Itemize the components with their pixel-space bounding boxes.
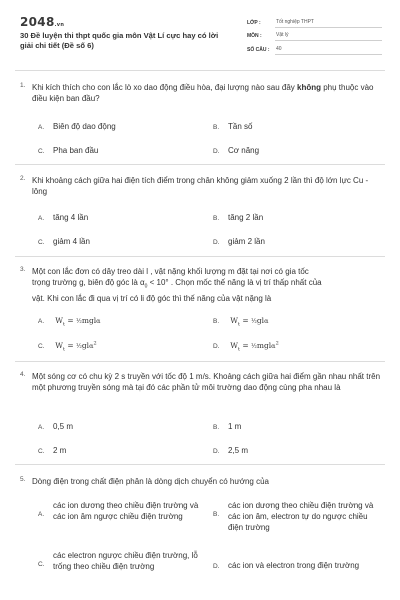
meta-count-value: 40 xyxy=(275,46,382,55)
option-d[interactable]: D. $W_t$ = ½mglα$^2$ xyxy=(213,340,279,352)
question-number: 4. xyxy=(20,371,26,378)
meta-class-row xyxy=(247,14,382,28)
document-title: 30 Đề luyện thi thpt quốc gia môn Vật Lí cực hay có lời giải chi tiết (Đề số 6) xyxy=(20,31,219,50)
question-number: 5. xyxy=(20,476,26,483)
site-logo[interactable] xyxy=(20,15,64,29)
option-a[interactable]: A. 0,5 m xyxy=(38,422,74,431)
question-text: Khi kích thích cho con lắc lò xo dao động điều hòa, đại lượng nào sau đây không phụ thuộc vào điều kiện ban đầu? xyxy=(32,83,374,103)
question-divider xyxy=(15,256,385,257)
formula-b: $W_t$ = ½glα xyxy=(230,316,269,328)
option-c[interactable]: C. $W_t$ = ½glα$^2$ xyxy=(38,340,97,352)
header-divider xyxy=(15,70,385,71)
formula-c: $W_t$ = ½glα$^2$ xyxy=(55,340,97,352)
option-c[interactable]: C. giảm 4 lần xyxy=(38,237,90,246)
question-number: 2. xyxy=(20,175,26,182)
question-text: Một sóng cơ có chu kỳ 2 s truyền với tốc độ 1 m/s. Khoảng cách giữa hai điểm gần nhau nhất trên một phương truyền sóng mà tại đó các phần tử môi trường dao động cùng pha nhau là xyxy=(32,372,381,392)
document-meta xyxy=(247,14,382,55)
option-a[interactable]: A. Biên độ dao động xyxy=(38,122,116,131)
question-text: Dòng điện trong chất điện phân là dòng dịch chuyển có hướng của xyxy=(32,477,269,486)
option-b[interactable]: B. các ion dương theo chiều điện trường và các ion âm, electron tự do ngược chiều điện trường xyxy=(213,501,374,532)
question-divider xyxy=(15,164,385,165)
option-d[interactable]: D. 2,5 m xyxy=(213,446,249,455)
document-header xyxy=(20,14,382,66)
meta-class-label: LỚP : xyxy=(247,19,261,26)
option-b[interactable]: B. Tần số xyxy=(213,122,253,131)
logo-main: 2048 xyxy=(20,15,55,29)
question-text: Một con lắc đơn có dây treo dài l , vật nặng khối lượng m đặt tại nơi có gia tốc trọng trường g, biên độ góc là $\alpha_0 < 10^\circ$ . Chọn mốc thế năng là vị trí thấp nhất của vật. Khi con lắc đi qua vị trí có li độ góc thì thế năng của vật nặng là xyxy=(32,267,322,303)
formula-d: $W_t$ = ½mglα$^2$ xyxy=(230,340,279,352)
meta-subject-value: Vật lý xyxy=(275,32,382,41)
formula-a: $W_t$ = ½mglα xyxy=(55,316,101,328)
option-d[interactable]: D. các ion và electron trong điện trường xyxy=(213,561,360,570)
option-a[interactable]: A. $W_t$ = ½mglα xyxy=(38,316,101,328)
option-b[interactable]: B. 1 m xyxy=(213,422,242,431)
meta-subject-row xyxy=(247,28,382,42)
option-b[interactable]: B. $W_t$ = ½glα xyxy=(213,316,269,328)
meta-count-label: SỐ CÂU : xyxy=(247,46,270,53)
meta-count-row xyxy=(247,41,382,55)
option-c[interactable]: C. các electron ngược chiều điện trường, lỗ trống theo chiều điện trường xyxy=(38,551,198,571)
option-c[interactable]: C. 2 m xyxy=(38,446,67,455)
question-text: Khi khoảng cách giữa hai điện tích điểm trong chân không giảm xuống 2 lần thì độ lớn lực Cu - lông xyxy=(32,176,369,196)
question-number: 1. xyxy=(20,82,26,89)
option-a[interactable]: A. tăng 4 lần xyxy=(38,213,89,222)
meta-class-value: Tốt nghiệp THPT xyxy=(275,19,382,28)
emphasis-text: không xyxy=(297,83,321,92)
logo-suffix: .vn xyxy=(54,22,65,28)
meta-subject-label: MÔN : xyxy=(247,33,262,39)
option-a[interactable]: A. các ion dương theo chiều điện trường và các ion âm ngược chiều điện trường xyxy=(38,501,199,521)
question-divider xyxy=(15,361,385,362)
option-b[interactable]: B. tăng 2 lần xyxy=(213,213,264,222)
option-d[interactable]: D. Cơ năng xyxy=(213,146,260,155)
option-c[interactable]: C. Pha ban đầu xyxy=(38,146,99,155)
question-divider xyxy=(15,464,385,465)
option-d[interactable]: D. giảm 2 lần xyxy=(213,237,265,246)
question-number: 3. xyxy=(20,266,26,273)
